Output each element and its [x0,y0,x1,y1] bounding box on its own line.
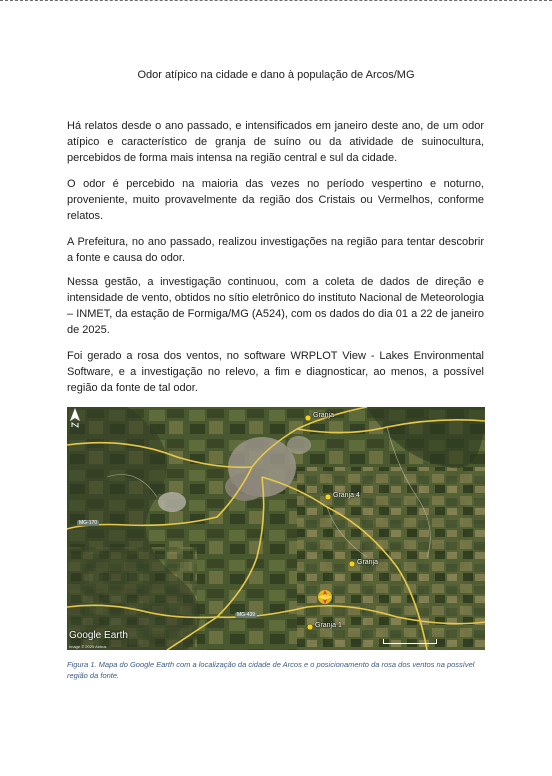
page-top-rule [0,0,552,1]
road-label-1: MG-170 [79,520,98,526]
paragraph-4: Nessa gestão, a investigação continuou, com a coleta de dados de direção e intensidade de vento, obtidos no sítio eletrônico do instituto Nacional de Meteorologia – INMET, da estação de Formiga/MG (A524), com os dados do dia 01 a 22 de janeiro de 2025. [67,276,484,336]
paragraph-2: O odor é percebido na maioria das vezes no período vespertino e noturno, proveniente, muito provavelmente da região dos Cristais ou Vermelhos, conforme relatos. [67,178,484,222]
map-pin-label-4: Granja 1 [315,622,342,629]
paragraph-3: A Prefeitura, no ano passado, realizou investigações na região para tentar descobrir a fonte e causa do odor. [67,236,484,264]
wind-rose-icon [318,590,332,604]
road-label-2: MG-439 [237,612,256,618]
document-title: Odor atípico na cidade e dano à população de Arcos/MG [137,69,415,81]
map-pin-label-3: Granja [357,559,379,566]
map-credit: Image © 2025 Airbus [69,644,107,649]
map-scale-bar [383,639,437,644]
map-terrain [67,407,485,650]
north-arrow-icon [67,407,83,429]
paragraph-1: Há relatos desde o ano passado, e intensificados em janeiro deste ano, de um odor atípico e característico de granja de suíno ou da atividade de suinocultura, percebidos de forma mais intensa na região central e sul da cidade. [67,120,484,164]
figure-caption: Figura 1. Mapa do Google Earth com a localização da cidade de Arcos e o posicionamento da rosa dos ventos na possível região da fonte. [67,660,475,680]
map-pin-label-2: Granja 4 [333,492,360,499]
satellite-map-image [67,407,485,650]
google-earth-logo: Google Earth [69,630,128,641]
paragraph-5: Foi gerado a rosa dos ventos, no software WRPLOT View - Lakes Environmental Software, e a investigação no relevo, a fim e diagnosticar, ao menos, a possível região da fonte de tal odor. [67,350,484,394]
map-pin-label-1: Granja [313,412,335,419]
